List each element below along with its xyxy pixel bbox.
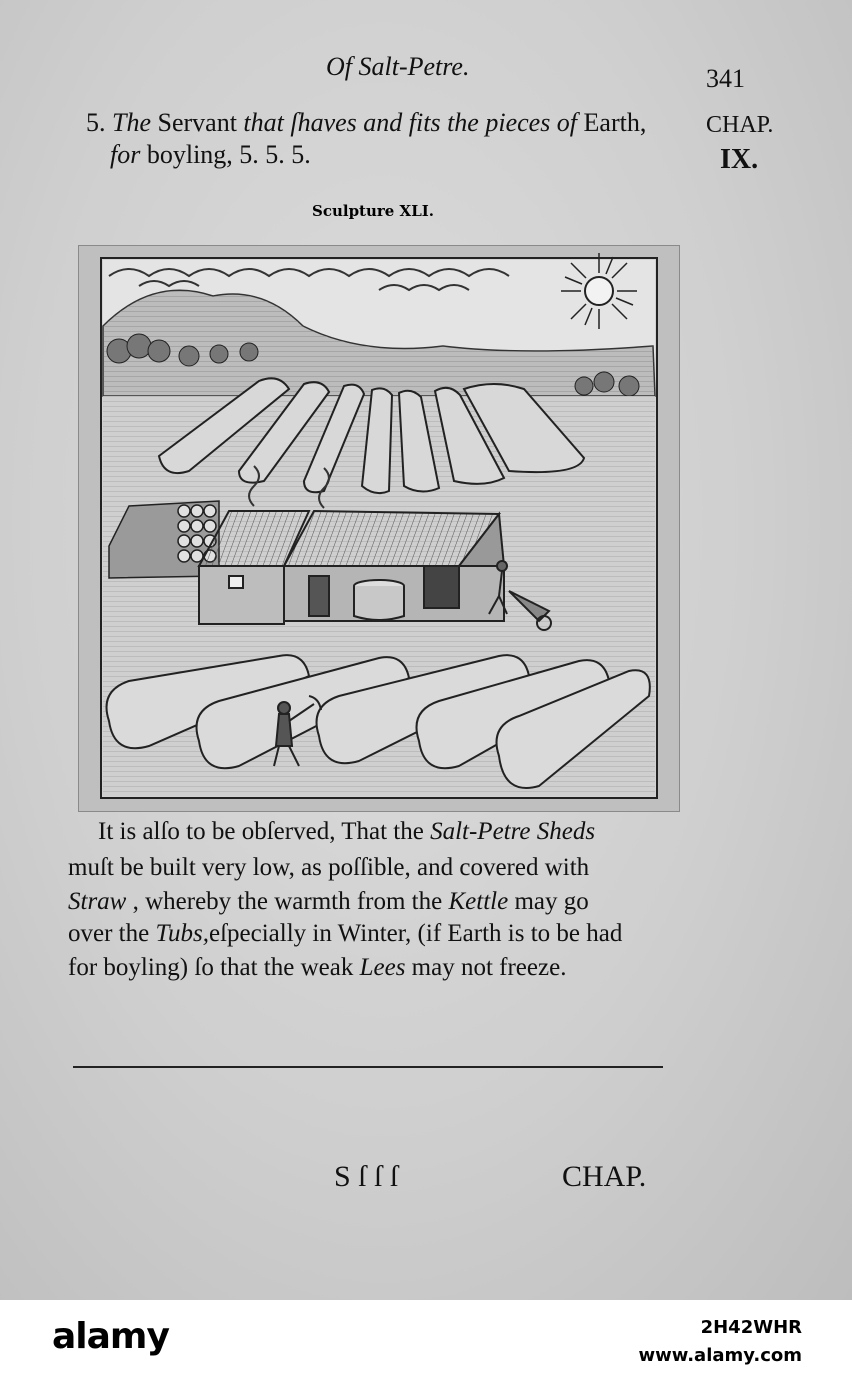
item-text-segment: The — [112, 108, 151, 137]
paragraph-line-1 — [98, 818, 595, 846]
paragraph-span: , whereby the warmth from the — [126, 888, 449, 915]
boiling-house — [199, 511, 504, 624]
item-line-2 — [110, 140, 311, 170]
paragraph-span: Lees — [359, 954, 406, 981]
item-text-segment: Earth, — [577, 108, 647, 137]
watermark-id-block — [638, 1314, 802, 1370]
site-url: www.alamy.com — [638, 1345, 802, 1366]
paragraph-span: Kettle — [448, 888, 509, 915]
item-number: 5. — [86, 108, 106, 137]
horizontal-rule — [73, 1066, 663, 1068]
paragraph-span: It is alſo to be obſerved, That the — [98, 818, 431, 845]
side-chapter-number: IX. — [720, 144, 759, 175]
saltpetre-works-engraving — [79, 246, 679, 811]
paragraph-line-2 — [68, 854, 589, 882]
item-text-segment: that ſhaves and fits the pieces of — [243, 108, 578, 137]
paragraph-span: for boyling) ſo that the weak — [68, 954, 360, 981]
item-text-segment: for — [110, 140, 141, 169]
item-text-segment: boyling, 5. 5. 5. — [140, 140, 311, 169]
plate-caption: Sculpture XLI. — [312, 202, 434, 220]
paragraph-span: may not freeze. — [405, 954, 567, 981]
paragraph-span: Salt-Petre Sheds — [430, 818, 596, 845]
page-number: 341 — [706, 64, 745, 93]
paragraph-line-5 — [68, 954, 566, 982]
paragraph-span: muſt be built very low, as poſſible, and covered with — [68, 854, 590, 881]
item-text-segment: Servant — [151, 108, 244, 137]
paragraph-line-4 — [68, 920, 622, 948]
paragraph-span: may go — [508, 888, 589, 915]
paragraph-line-3 — [68, 888, 589, 916]
paragraph-span: Tubs, — [155, 920, 209, 947]
running-head: Of Salt-Petre. — [326, 52, 470, 81]
side-chapter-label: CHAP. — [706, 112, 774, 138]
engraving-plate — [78, 245, 680, 812]
sun — [561, 253, 637, 329]
paragraph-span: eſpecially in Winter, (if Earth is to be had — [208, 920, 623, 947]
image-id: 2H42WHR — [700, 1317, 802, 1338]
watermark-logo: alamy — [52, 1316, 169, 1357]
paragraph-span: Straw — [68, 888, 127, 915]
item-line-1 — [86, 108, 646, 138]
paragraph-span: over the — [68, 920, 156, 947]
printer-signature: S ſ ſ ſ — [334, 1160, 399, 1193]
stock-watermark-bar — [0, 1300, 852, 1390]
catchword: CHAP. — [562, 1160, 647, 1193]
